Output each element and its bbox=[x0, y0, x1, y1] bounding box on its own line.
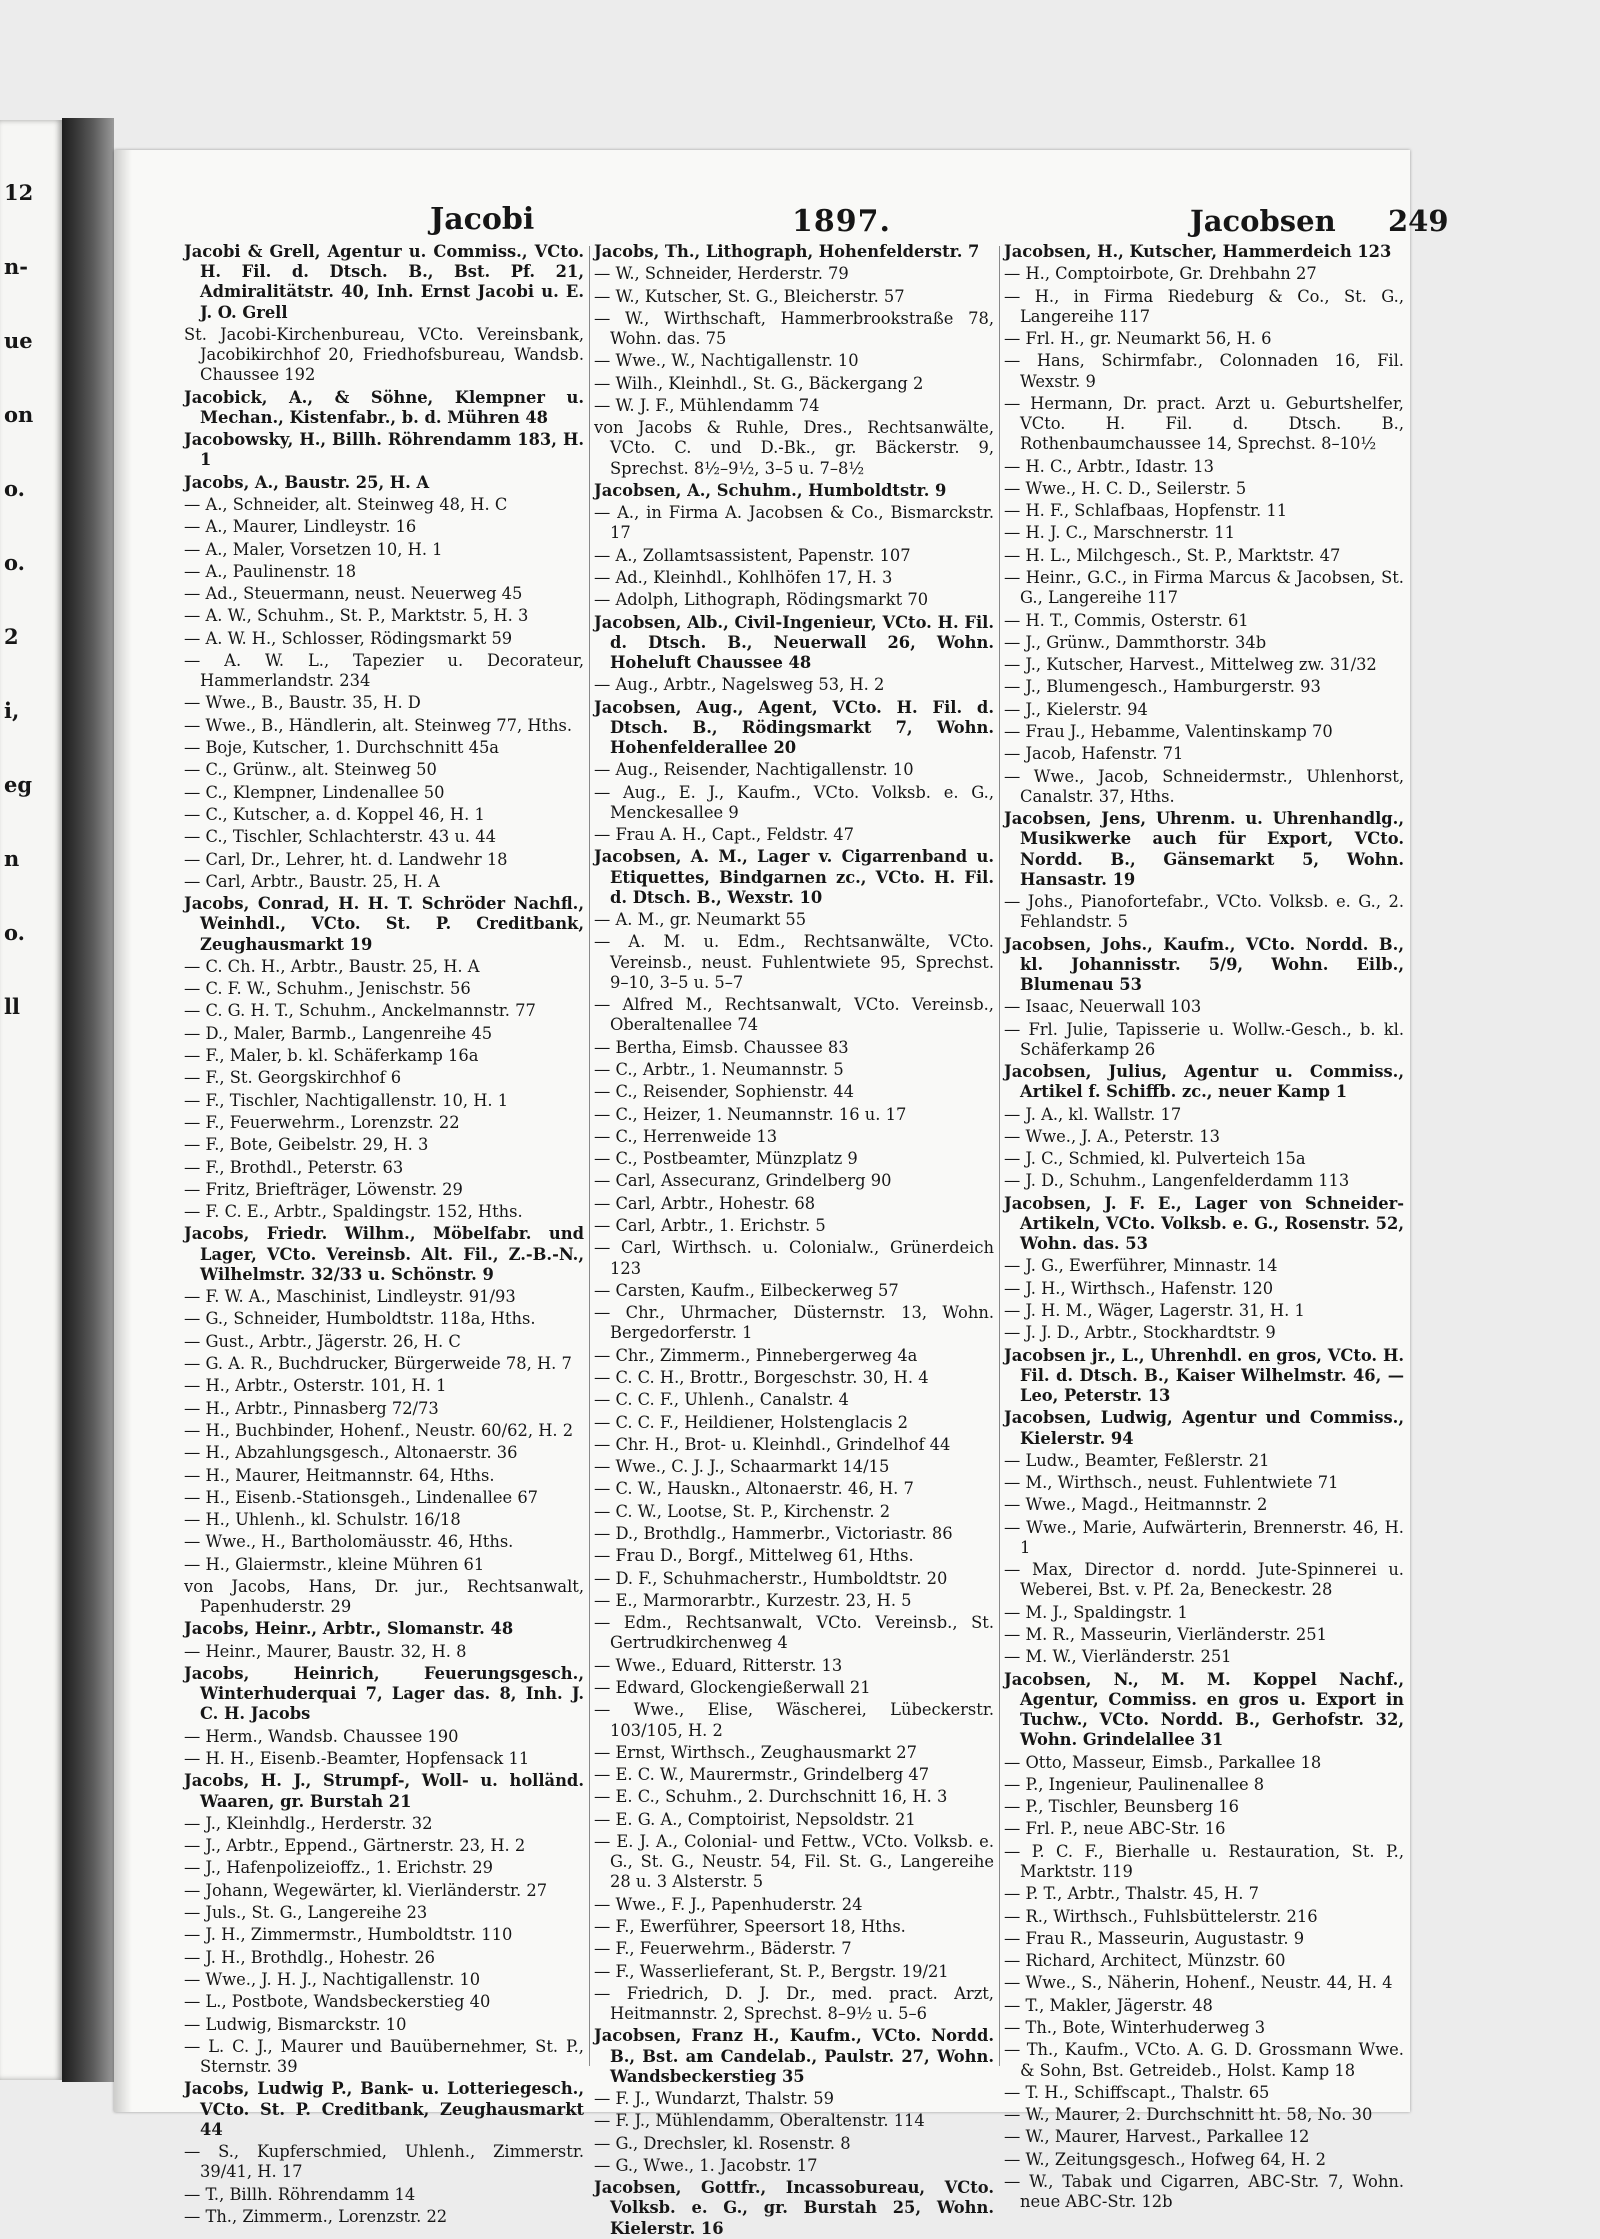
directory-entry: — Carsten, Kaufm., Eilbeckerweg 57 bbox=[594, 1280, 899, 1300]
previous-page-fragment: 12 bbox=[4, 180, 34, 205]
book-gutter bbox=[62, 118, 114, 2082]
directory-entry: — A. W., Schuhm., St. P., Marktstr. 5, H. 3 bbox=[184, 606, 529, 626]
directory-entry: — J., Kielerstr. 94 bbox=[1004, 699, 1148, 719]
directory-entry: Jacobsen, H., Kutscher, Hammerdeich 123 bbox=[1004, 242, 1392, 261]
directory-entry: — C., Arbtr., 1. Neumannstr. 5 bbox=[594, 1059, 844, 1079]
directory-entry: — Juls., St. G., Langereihe 23 bbox=[184, 1903, 428, 1923]
directory-entry: Jacobsen, J. F. E., Lager von Schneider-Artikeln, VCto. Volksb. e. G., Rosenstr. 52, Wohn. das. 53 bbox=[1004, 1193, 1404, 1254]
directory-entry: — F., Feuerwehrm., Bäderstr. 7 bbox=[594, 1939, 852, 1959]
directory-entry: Jacobsen, N., M. M. Koppel Nachf., Agentur, Commiss. en gros u. Export in Tuchw., VCto. Nordd. B., Gerhofstr. 32, Wohn. Grindelallee 31 bbox=[1004, 1669, 1404, 1750]
directory-entry: — G., Wwe., 1. Jacobstr. 17 bbox=[594, 2155, 818, 2175]
page-number: 249 bbox=[1388, 204, 1449, 238]
directory-entry: — A., Maurer, Lindleystr. 16 bbox=[184, 517, 417, 537]
directory-entry: — Alfred M., Rechtsanwalt, VCto. Vereinsb., Oberaltenallee 74 bbox=[594, 995, 994, 1035]
directory-entry: Jacobi & Grell, Agentur u. Commiss., VCto. H. Fil. d. Dtsch. B., Bst. Pf. 21, Admiralitätstr. 40, Inh. Ernst Jacobi u. E. J. O. Grell bbox=[184, 242, 584, 322]
directory-page bbox=[114, 150, 1449, 2238]
directory-entry: — Gust., Arbtr., Jägerstr. 26, H. C bbox=[184, 1331, 461, 1351]
directory-entry: Jacobs, Conrad, H. H. T. Schröder Nachfl., Weinhdl., VCto. St. P. Creditbank, Zeughausmarkt 19 bbox=[184, 894, 584, 954]
directory-entry: Jacobsen, Alb., Civil-Ingenieur, VCto. H. Fil. d. Dtsch. B., Neuerwall 26, Wohn. Hoheluft Chaussee 48 bbox=[594, 612, 994, 673]
directory-entry: — Wwe., S., Näherin, Hohenf., Neustr. 44, H. 4 bbox=[1004, 1973, 1393, 1993]
directory-entry: — A., in Firma A. Jacobsen & Co., Bismarckstr. 17 bbox=[594, 503, 994, 543]
directory-entry: — Th., Bote, Winterhuderweg 3 bbox=[1004, 2018, 1266, 2037]
directory-entry: — E. J. A., Colonial- und Fettw., VCto. Volksb. e. G., St. G., Neustr. 54, Fil. St. G., Langereihe 28 u. 3 Alsterstr. 5 bbox=[594, 1831, 994, 1892]
directory-entry: — J. H., Zimmermstr., Humboldtstr. 110 bbox=[184, 1925, 513, 1945]
directory-entry: St. Jacobi-Kirchenbureau, VCto. Vereinsbank, Jacobikirchhof 20, Friedhofsbureau, Wandsb. Chaussee 192 bbox=[184, 324, 584, 385]
previous-page-fragment: ll bbox=[4, 994, 20, 1019]
directory-entry: — W., Tabak und Cigarren, ABC-Str. 7, Wohn. neue ABC-Str. 12b bbox=[1004, 2171, 1404, 2212]
directory-entry: — E., Marmorarbtr., Kurzestr. 23, H. 5 bbox=[594, 1590, 912, 1610]
directory-entry: Jacobs, Friedr. Wilhm., Möbelfabr. und Lager, VCto. Vereinsb. Alt. Fil., Z.-B.-N., Wilhelmstr. 32/33 u. Schönstr. 9 bbox=[184, 1224, 584, 1284]
directory-entry: — A. M. u. Edm., Rechtsanwälte, VCto. Vereinsb., neust. Fuhlentwiete 95, Sprechst. 9–10, 3–5 u. 5–7 bbox=[594, 932, 994, 992]
directory-entry: — Heinr., Maurer, Baustr. 32, H. 8 bbox=[184, 1641, 467, 1661]
directory-entry: — C., Kutscher, a. d. Koppel 46, H. 1 bbox=[184, 804, 485, 824]
directory-entry: — P., Ingenieur, Paulinenallee 8 bbox=[1004, 1774, 1265, 1794]
directory-entry: — J., Kleinhdlg., Herderstr. 32 bbox=[184, 1813, 433, 1833]
directory-entry: — H. F., Schlafbaas, Hopfenstr. 11 bbox=[1004, 501, 1288, 521]
directory-entry: — Boje, Kutscher, 1. Durchschnitt 45a bbox=[184, 738, 500, 758]
previous-page-fragment: n- bbox=[4, 254, 28, 279]
directory-entry: — E. C. W., Maurermstr., Grindelberg 47 bbox=[594, 1765, 930, 1785]
directory-entry: — Frau A. H., Capt., Feldstr. 47 bbox=[594, 825, 855, 845]
directory-entry: — Chr., Zimmerm., Pinnebergerweg 4a bbox=[594, 1345, 918, 1365]
directory-entry: — Wilh., Kleinhdl., St. G., Bäckergang 2 bbox=[594, 373, 924, 393]
directory-entry: — Frau J., Hebamme, Valentinskamp 70 bbox=[1004, 722, 1333, 742]
directory-entry: — Carl, Dr., Lehrer, ht. d. Landwehr 18 bbox=[184, 849, 508, 869]
directory-entry: — W., Wirthschaft, Hammerbrookstraße 78, Wohn. das. 75 bbox=[594, 308, 994, 349]
directory-entry: — F., Wasserlieferant, St. P., Bergstr. 19/21 bbox=[594, 1961, 949, 1981]
directory-entry: — S., Kupferschmied, Uhlenh., Zimmerstr. 39/41, H. 17 bbox=[184, 2142, 584, 2182]
directory-entry: — T., Makler, Jägerstr. 48 bbox=[1004, 1995, 1213, 2015]
directory-entry: von Jacobs & Ruhle, Dres., Rechtsanwälte, VCto. C. und D.-Bk., gr. Bäckerstr. 9, Sprechst. 8½–9½, 3–5 u. 7–8½ bbox=[594, 418, 994, 478]
directory-entry: — H., Buchbinder, Hohenf., Neustr. 60/62, H. 2 bbox=[184, 1420, 574, 1440]
directory-entry: — H. L., Milchgesch., St. P., Marktstr. 47 bbox=[1004, 545, 1341, 565]
directory-entry: — Chr. H., Brot- u. Kleinhdl., Grindelhof 44 bbox=[594, 1434, 951, 1454]
directory-entry: — D., Maler, Barmb., Langenreihe 45 bbox=[184, 1023, 493, 1043]
directory-entry: — Wwe., J. H. J., Nachtigallenstr. 10 bbox=[184, 1969, 481, 1989]
previous-page-fragment: o. bbox=[4, 476, 25, 501]
directory-entry: — C., Herrenweide 13 bbox=[594, 1126, 778, 1146]
directory-entry: — Wwe., W., Nachtigallenstr. 10 bbox=[594, 351, 859, 371]
directory-entry: — D., Brothdlg., Hammerbr., Victoriastr. 86 bbox=[594, 1524, 953, 1544]
directory-entry: Jacobsen, Jens, Uhrenm. u. Uhrenhandlg., Musikwerke auch für Export, VCto. Nordd. B., Gänsemarkt 5, Wohn. Hansastr. 19 bbox=[1004, 809, 1404, 889]
directory-entry: — F., Brothdl., Peterstr. 63 bbox=[184, 1157, 404, 1177]
column-2 bbox=[594, 242, 994, 2238]
column-1 bbox=[184, 242, 584, 2226]
directory-entry: — F., Feuerwehrm., Lorenzstr. 22 bbox=[184, 1112, 460, 1132]
header-right-catchword: Jacobsen bbox=[1190, 204, 1336, 238]
directory-entry: Jacobs, H. J., Strumpf-, Woll- u. holländ. Waaren, gr. Burstah 21 bbox=[184, 1771, 584, 1811]
directory-entry: — Wwe., Eduard, Ritterstr. 13 bbox=[594, 1655, 843, 1675]
directory-entry: — Wwe., B., Baustr. 35, H. D bbox=[184, 693, 421, 713]
directory-entry: — G., Schneider, Humboldtstr. 118a, Hths. bbox=[184, 1309, 536, 1329]
entry-columns bbox=[184, 242, 1404, 2238]
directory-entry: — Herm., Wandsb. Chaussee 190 bbox=[184, 1726, 459, 1746]
previous-page-fragment: i, bbox=[4, 698, 20, 723]
directory-entry: — W., Maurer, 2. Durchschnitt ht. 58, No. 30 bbox=[1004, 2105, 1373, 2125]
directory-entry: — W. J. F., Mühlendamm 74 bbox=[594, 395, 820, 415]
directory-entry: — Wwe., Marie, Aufwärterin, Brennerstr. 46, H. 1 bbox=[1004, 1517, 1404, 1557]
directory-entry: — Adolph, Lithograph, Rödingsmarkt 70 bbox=[594, 590, 929, 610]
directory-entry: — H., Eisenb.-Stationsgeh., Lindenallee 67 bbox=[184, 1487, 539, 1507]
directory-entry: — A., Paulinenstr. 18 bbox=[184, 561, 357, 581]
directory-entry: — J. A., kl. Wallstr. 17 bbox=[1004, 1104, 1182, 1124]
directory-entry: — F., Bote, Geibelstr. 29, H. 3 bbox=[184, 1135, 429, 1155]
directory-entry: — C., Klempner, Lindenallee 50 bbox=[184, 782, 445, 802]
directory-entry: Jacobsen, Julius, Agentur u. Commiss., Artikel f. Schiffb. zc., neuer Kamp 1 bbox=[1004, 1062, 1404, 1102]
directory-entry: — J., Arbtr., Eppend., Gärtnerstr. 23, H. 2 bbox=[184, 1836, 526, 1856]
directory-entry: — Carl, Wirthsch. u. Colonialw., Grünerdeich 123 bbox=[594, 1238, 994, 1278]
directory-entry: — Wwe., H. C. D., Seilerstr. 5 bbox=[1004, 478, 1247, 498]
directory-entry: Jacobs, A., Baustr. 25, H. A bbox=[184, 472, 430, 492]
directory-entry: — Carl, Arbtr., Baustr. 25, H. A bbox=[184, 871, 440, 891]
directory-entry: — Isaac, Neuerwall 103 bbox=[1004, 997, 1202, 1017]
directory-entry: — Wwe., F. J., Papenhuderstr. 24 bbox=[594, 1894, 863, 1914]
directory-entry: — Chr., Uhrmacher, Düsternstr. 13, Wohn. Bergedorferstr. 1 bbox=[594, 1303, 994, 1343]
directory-entry: — J., Kutscher, Harvest., Mittelweg zw. 31/32 bbox=[1004, 655, 1377, 675]
directory-entry: — F., Maler, b. kl. Schäferkamp 16a bbox=[184, 1046, 479, 1066]
directory-entry: — G. A. R., Buchdrucker, Bürgerweide 78, H. 7 bbox=[184, 1354, 572, 1374]
directory-entry: — H., Glaiermstr., kleine Mühren 61 bbox=[184, 1554, 485, 1574]
directory-entry: — Otto, Masseur, Eimsb., Parkallee 18 bbox=[1004, 1752, 1322, 1772]
directory-entry: — C., Reisender, Sophienstr. 44 bbox=[594, 1082, 854, 1102]
directory-entry: — Wwe., J. A., Peterstr. 13 bbox=[1004, 1126, 1220, 1146]
directory-entry: — Frl. Julie, Tapisserie u. Wollw.-Gesch., b. kl. Schäferkamp 26 bbox=[1004, 1019, 1404, 1059]
directory-entry: — Carl, Assecuranz, Grindelberg 90 bbox=[594, 1171, 892, 1191]
directory-entry: — A. W. H., Schlosser, Rödingsmarkt 59 bbox=[184, 628, 513, 648]
directory-entry: — F., Ewerführer, Speersort 18, Hths. bbox=[594, 1916, 906, 1936]
directory-entry: — R., Wirthsch., Fuhlsbüttelerstr. 216 bbox=[1004, 1906, 1318, 1926]
directory-entry: Jacobsen, Ludwig, Agentur und Commiss., Kielerstr. 94 bbox=[1004, 1408, 1404, 1448]
directory-entry: — Carl, Arbtr., Hohestr. 68 bbox=[594, 1193, 816, 1213]
directory-entry: — Wwe., Elise, Wäscherei, Lübeckerstr. 103/105, H. 2 bbox=[594, 1700, 994, 1740]
directory-entry: Jacobs, Heinrich, Feuerungsgesch., Winterhuderquai 7, Lager das. 8, Inh. J. C. H. Jacobs bbox=[184, 1664, 584, 1724]
directory-entry: — M., Wirthsch., neust. Fuhlentwiete 71 bbox=[1004, 1473, 1339, 1493]
directory-entry: — A., Zollamtsassistent, Papenstr. 107 bbox=[594, 545, 911, 565]
directory-entry: — J., Blumengesch., Hamburgerstr. 93 bbox=[1004, 677, 1321, 697]
directory-entry: — L. C. J., Maurer und Bauübernehmer, St. P., Sternstr. 39 bbox=[184, 2036, 584, 2077]
directory-entry: — Max, Director d. nordd. Jute-Spinnerei u. Weberei, Bst. v. Pf. 2a, Beneckestr. 28 bbox=[1004, 1560, 1404, 1600]
directory-entry: — Frl. H., gr. Neumarkt 56, H. 6 bbox=[1004, 329, 1272, 349]
directory-entry: — F. C. E., Arbtr., Spaldingstr. 152, Hths. bbox=[184, 1202, 523, 1222]
previous-page-text-fragments bbox=[2, 120, 58, 2080]
directory-entry: Jacobs, Ludwig P., Bank- u. Lotteriegesch., VCto. St. P. Creditbank, Zeughausmarkt 44 bbox=[184, 2079, 584, 2139]
directory-entry: — C. F. W., Schuhm., Jenischstr. 56 bbox=[184, 979, 471, 999]
directory-entry: — J. J. D., Arbtr., Stockhardtstr. 9 bbox=[1004, 1323, 1276, 1343]
directory-entry: — Carl, Arbtr., 1. Erichstr. 5 bbox=[594, 1216, 826, 1236]
directory-entry: — Frau D., Borgf., Mittelweg 61, Hths. bbox=[594, 1546, 914, 1566]
directory-entry: — C. Ch. H., Arbtr., Baustr. 25, H. A bbox=[184, 956, 480, 976]
column-rule bbox=[589, 246, 590, 2066]
directory-entry: — H., Arbtr., Osterstr. 101, H. 1 bbox=[184, 1376, 447, 1396]
directory-entry: — A. M., gr. Neumarkt 55 bbox=[594, 910, 807, 930]
directory-entry: — L., Postbote, Wandsbeckerstieg 40 bbox=[184, 1992, 491, 2012]
header-left-catchword: Jacobi bbox=[430, 202, 535, 237]
directory-entry: — A., Maler, Vorsetzen 10, H. 1 bbox=[184, 539, 443, 559]
directory-entry: — H., in Firma Riedeburg & Co., St. G., Langereihe 117 bbox=[1004, 286, 1404, 326]
directory-entry: Jacobsen, A. M., Lager v. Cigarrenband u. Etiquettes, Bindgarnen zc., VCto. H. Fil. d. Dtsch. B., Wexstr. 10 bbox=[594, 847, 994, 907]
directory-entry: — F. J., Wundarzt, Thalstr. 59 bbox=[594, 2089, 835, 2109]
directory-entry: — H., Comptoirbote, Gr. Drehbahn 27 bbox=[1004, 264, 1317, 284]
directory-entry: — C. C. F., Uhlenh., Canalstr. 4 bbox=[594, 1390, 849, 1410]
directory-entry: Jacobsen, A., Schuhm., Humboldtstr. 9 bbox=[594, 480, 947, 500]
directory-entry: — Wwe., Jacob, Schneidermstr., Uhlenhorst, Canalstr. 37, Hths. bbox=[1004, 766, 1404, 806]
directory-entry: — F. W. A., Maschinist, Lindleystr. 91/93 bbox=[184, 1287, 516, 1307]
directory-entry: — D. F., Schuhmacherstr., Humboldtstr. 20 bbox=[594, 1568, 948, 1588]
directory-entry: — J., Grünw., Dammthorstr. 34b bbox=[1004, 632, 1267, 652]
directory-entry: Jacobick, A., & Söhne, Klempner u. Mechan., Kistenfabr., b. d. Mühren 48 bbox=[184, 387, 584, 427]
directory-entry: — C. C. F., Heildiener, Holstenglacis 2 bbox=[594, 1412, 908, 1432]
directory-entry: — Bertha, Eimsb. Chaussee 83 bbox=[594, 1037, 849, 1057]
directory-entry: — Richard, Architect, Münzstr. 60 bbox=[1004, 1951, 1286, 1971]
previous-page-fragment: ue bbox=[4, 328, 33, 353]
directory-entry: — Ludwig, Bismarckstr. 10 bbox=[184, 2014, 407, 2034]
directory-entry: — Heinr., G.C., in Firma Marcus & Jacobsen, St. G., Langereihe 117 bbox=[1004, 568, 1404, 608]
directory-entry: Jacobsen jr., L., Uhrenhdl. en gros, VCto. H. Fil. d. Dtsch. B., Kaiser Wilhelmstr. 46, — Leo, Peterstr. 13 bbox=[1004, 1345, 1404, 1406]
directory-entry: — C., Tischler, Schlachterstr. 43 u. 44 bbox=[184, 827, 496, 847]
directory-entry: — J. G., Ewerführer, Minnastr. 14 bbox=[1004, 1256, 1278, 1276]
directory-entry: — P. T., Arbtr., Thalstr. 45, H. 7 bbox=[1004, 1884, 1259, 1904]
directory-entry: — Hermann, Dr. pract. Arzt u. Geburtshelfer, VCto. H. Fil. d. Dtsch. B., Rothenbaumchaussee 14, Sprechst. 8–10½ bbox=[1004, 393, 1404, 454]
directory-entry: — Ernst, Wirthsch., Zeughausmarkt 27 bbox=[594, 1742, 917, 1762]
directory-entry: — C. C. H., Brottr., Borgeschstr. 30, H. 4 bbox=[594, 1367, 929, 1387]
directory-entry: — Aug., Arbtr., Nagelsweg 53, H. 2 bbox=[594, 675, 885, 695]
directory-entry: — J. H., Wirthsch., Hafenstr. 120 bbox=[1004, 1278, 1274, 1298]
directory-entry: — C., Postbeamter, Münzplatz 9 bbox=[594, 1149, 858, 1169]
column-3 bbox=[1004, 242, 1404, 2212]
directory-entry: — Aug., Reisender, Nachtigallenstr. 10 bbox=[594, 760, 914, 780]
directory-entry: — H. H., Eisenb.-Beamter, Hopfensack 11 bbox=[184, 1749, 530, 1769]
previous-page-fragment: o. bbox=[4, 920, 25, 945]
directory-entry: — E. G. A., Comptoirist, Nepsoldstr. 21 bbox=[594, 1809, 916, 1829]
previous-page-fragment: eg bbox=[4, 772, 33, 797]
previous-page-fragment: 2 bbox=[4, 624, 19, 649]
directory-entry: — W., Schneider, Herderstr. 79 bbox=[594, 264, 849, 284]
directory-entry: — Wwe., B., Händlerin, alt. Steinweg 77, Hths. bbox=[184, 715, 573, 735]
previous-page-edge bbox=[0, 120, 62, 2080]
directory-entry: — H., Arbtr., Pinnasberg 72/73 bbox=[184, 1398, 439, 1418]
page-edge-shadow bbox=[114, 150, 132, 2112]
previous-page-fragment: o. bbox=[4, 550, 25, 575]
directory-entry: — T., Billh. Röhrendamm 14 bbox=[184, 2184, 416, 2204]
directory-entry: — Frl. P., neue ABC-Str. 16 bbox=[1004, 1819, 1226, 1839]
directory-entry: — H. C., Arbtr., Idastr. 13 bbox=[1004, 456, 1214, 476]
directory-entry: — J. H., Brothdlg., Hohestr. 26 bbox=[184, 1947, 436, 1967]
directory-entry: Jacobowsky, H., Billh. Röhrendamm 183, H. 1 bbox=[184, 430, 584, 470]
directory-entry: — M. J., Spaldingstr. 1 bbox=[1004, 1602, 1188, 1622]
directory-entry: — Ad., Kleinhdl., Kohlhöfen 17, H. 3 bbox=[594, 568, 893, 588]
directory-entry: — H. J. C., Marschnerstr. 11 bbox=[1004, 523, 1236, 543]
directory-entry: — Wwe., H., Bartholomäusstr. 46, Hths. bbox=[184, 1532, 514, 1552]
directory-entry: — F., Tischler, Nachtigallenstr. 10, H. 1 bbox=[184, 1090, 509, 1110]
directory-entry: — P., Tischler, Beunsberg 16 bbox=[1004, 1797, 1239, 1817]
directory-entry: — A. W. L., Tapezier u. Decorateur, Hammerlandstr. 234 bbox=[184, 650, 584, 691]
directory-entry: — C. W., Hauskn., Altonaerstr. 46, H. 7 bbox=[594, 1479, 914, 1499]
directory-entry: — F., St. Georgskirchhof 6 bbox=[184, 1068, 402, 1088]
directory-entry: — Wwe., C. J. J., Schaarmarkt 14/15 bbox=[594, 1457, 890, 1477]
directory-entry: — Hans, Schirmfabr., Colonnaden 16, Fil. Wexstr. 9 bbox=[1004, 351, 1404, 391]
directory-entry: — G., Drechsler, kl. Rosenstr. 8 bbox=[594, 2133, 851, 2153]
directory-entry: — J. C., Schmied, kl. Pulverteich 15a bbox=[1004, 1149, 1306, 1169]
directory-entry: — Fritz, Briefträger, Löwenstr. 29 bbox=[184, 1179, 463, 1199]
directory-entry: — J. D., Schuhm., Langenfelderdamm 113 bbox=[1004, 1171, 1350, 1191]
directory-entry: — A., Schneider, alt. Steinweg 48, H. C bbox=[184, 494, 508, 514]
previous-page-fragment: on bbox=[4, 402, 34, 427]
directory-entry: — C. W., Lootse, St. P., Kirchenstr. 2 bbox=[594, 1501, 891, 1521]
directory-entry: — C., Heizer, 1. Neumannstr. 16 u. 17 bbox=[594, 1104, 907, 1124]
directory-entry: — Frau R., Masseurin, Augustastr. 9 bbox=[1004, 1928, 1305, 1948]
directory-entry: — W., Maurer, Harvest., Parkallee 12 bbox=[1004, 2127, 1310, 2147]
directory-entry: — Edm., Rechtsanwalt, VCto. Vereinsb., St. Gertrudkirchenweg 4 bbox=[594, 1613, 994, 1653]
directory-entry: von Jacobs, Hans, Dr. jur., Rechtsanwalt, Papenhuderstr. 29 bbox=[184, 1576, 584, 1617]
directory-entry: Jacobs, Th., Lithograph, Hohenfelderstr. 7 bbox=[594, 242, 980, 261]
directory-entry: — Aug., E. J., Kaufm., VCto. Volksb. e. G., Menckesallee 9 bbox=[594, 782, 994, 822]
header-year: 1897. bbox=[792, 204, 891, 239]
directory-entry: — Johs., Pianofortefabr., VCto. Volksb. e. G., 2. Fehlandstr. 5 bbox=[1004, 892, 1404, 932]
page-header bbox=[174, 202, 1449, 242]
directory-entry: — Th., Zimmerm., Lorenzstr. 22 bbox=[184, 2206, 448, 2226]
directory-entry: — W., Kutscher, St. G., Bleicherstr. 57 bbox=[594, 286, 905, 306]
directory-entry: — P. C. F., Bierhalle u. Restauration, St. P., Marktstr. 119 bbox=[1004, 1841, 1404, 1881]
directory-entry: — W., Zeitungsgesch., Hofweg 64, H. 2 bbox=[1004, 2149, 1327, 2169]
directory-entry: — Ludw., Beamter, Feßlerstr. 21 bbox=[1004, 1450, 1270, 1470]
directory-entry: Jacobsen, Franz H., Kaufm., VCto. Nordd. B., Bst. am Candelab., Paulstr. 27, Wohn. Wandsbeckerstieg 35 bbox=[594, 2026, 994, 2086]
directory-entry: — H., Abzahlungsgesch., Altonaerstr. 36 bbox=[184, 1443, 518, 1463]
directory-entry: — Friedrich, D. J. Dr., med. pract. Arzt, Heitmannstr. 2, Sprechst. 8–9½ u. 5–6 bbox=[594, 1983, 994, 2024]
directory-entry: — J. H. M., Wäger, Lagerstr. 31, H. 1 bbox=[1004, 1301, 1305, 1321]
directory-entry: — M. W., Vierländerstr. 251 bbox=[1004, 1647, 1232, 1667]
directory-entry: — M. R., Masseurin, Vierländerstr. 251 bbox=[1004, 1625, 1327, 1645]
directory-entry: — Wwe., Magd., Heitmannstr. 2 bbox=[1004, 1495, 1268, 1515]
directory-entry: Jacobsen, Aug., Agent, VCto. H. Fil. d. Dtsch. B., Rödingsmarkt 7, Wohn. Hohenfelderallee 20 bbox=[594, 697, 994, 758]
previous-page-fragment: n bbox=[4, 846, 20, 871]
directory-entry: — Ad., Steuermann, neust. Neuerweg 45 bbox=[184, 584, 523, 604]
column-rule bbox=[999, 246, 1000, 2066]
directory-entry: — J., Hafenpolizeioffz., 1. Erichstr. 29 bbox=[184, 1858, 493, 1878]
directory-entry: — E. C., Schuhm., 2. Durchschnitt 16, H. 3 bbox=[594, 1787, 948, 1807]
directory-entry: — H., Maurer, Heitmannstr. 64, Hths. bbox=[184, 1465, 495, 1485]
directory-entry: — Johann, Wegewärter, kl. Vierländerstr. 27 bbox=[184, 1880, 548, 1900]
directory-entry: — H. T., Commis, Osterstr. 61 bbox=[1004, 610, 1249, 630]
directory-entry: Jacobs, Heinr., Arbtr., Slomanstr. 48 bbox=[184, 1619, 514, 1639]
directory-entry: — Jacob, Hafenstr. 71 bbox=[1004, 744, 1184, 764]
directory-entry: — Edward, Glockengießerwall 21 bbox=[594, 1678, 871, 1697]
directory-entry: — T. H., Schiffscapt., Thalstr. 65 bbox=[1004, 2082, 1270, 2102]
directory-entry: — H., Uhlenh., kl. Schulstr. 16/18 bbox=[184, 1510, 461, 1530]
directory-entry: Jacobsen, Johs., Kaufm., VCto. Nordd. B., kl. Johannisstr. 5/9, Wohn. Eilb., Blumenau 53 bbox=[1004, 934, 1404, 994]
directory-entry: — C. G. H. T., Schuhm., Anckelmannstr. 77 bbox=[184, 1001, 536, 1021]
directory-entry: — F. J., Mühlendamm, Oberaltenstr. 114 bbox=[594, 2111, 925, 2131]
directory-entry: Jacobsen, Gottfr., Incassobureau, VCto. Volksb. e. G., gr. Burstah 25, Wohn. Kielerstr. 16 bbox=[594, 2178, 994, 2238]
directory-entry: — C., Grünw., alt. Steinweg 50 bbox=[184, 760, 437, 780]
directory-entry: — Th., Kaufm., VCto. A. G. D. Grossmann Wwe. & Sohn, Bst. Getreideb., Holst. Kamp 18 bbox=[1004, 2040, 1404, 2080]
